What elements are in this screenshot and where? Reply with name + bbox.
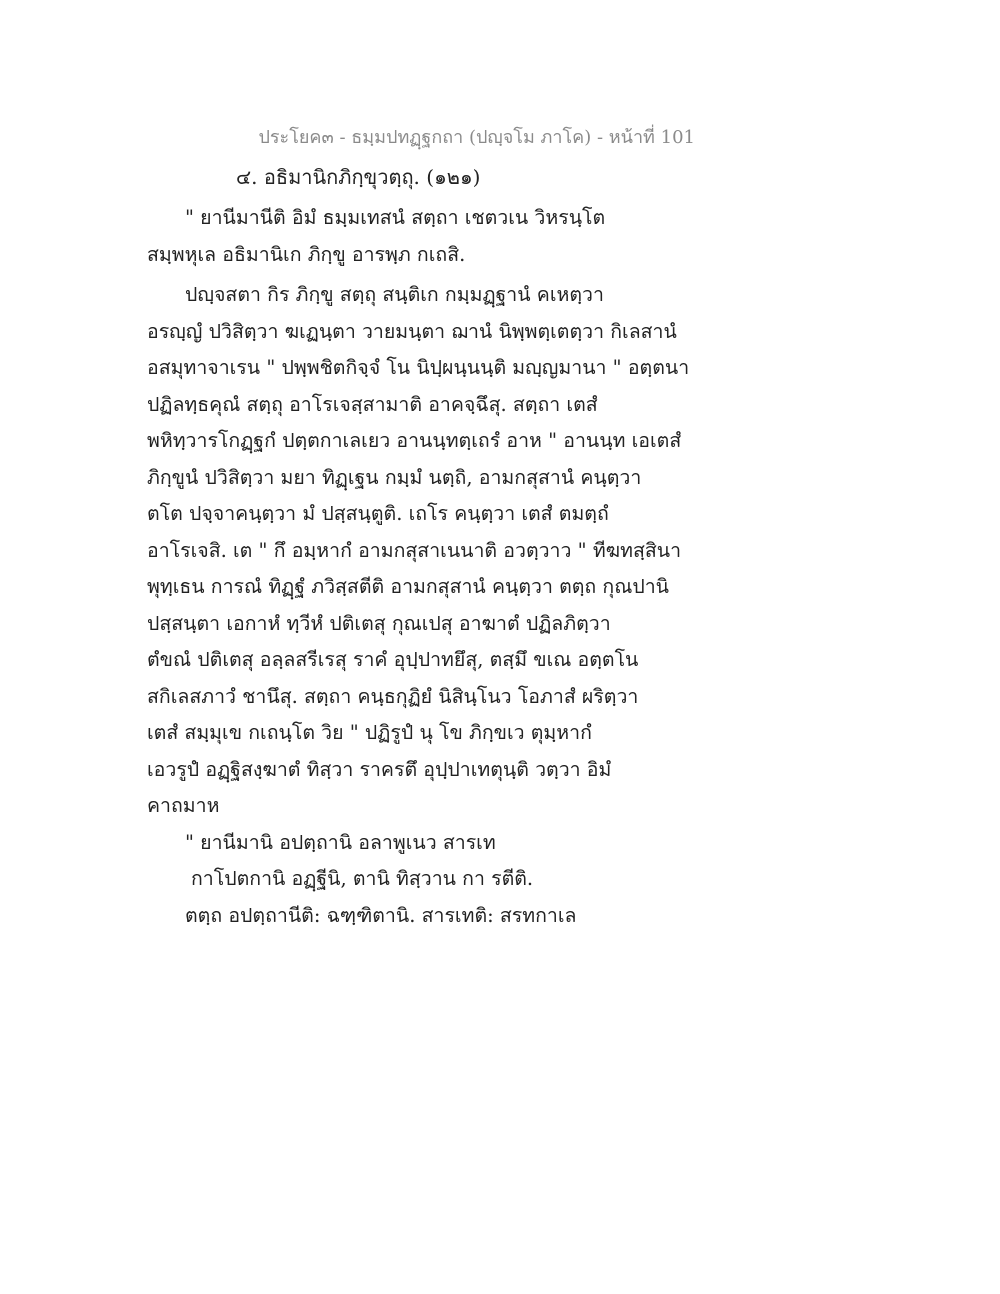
paragraph-line: ปฏิลทฺธคุณํ สตฺถุ อาโรเจสฺสามาติ อาคจฺฉึสุ. สตฺถา เตสํ [147,392,598,416]
body-text [147,200,707,934]
paragraph-line: คาถมาห [147,794,220,817]
paragraph-line: ปสฺสนฺตา เอกาหํ ทฺวีหํ ปติเตสุ กุณเปสุ อาฆาตํ ปฏิลภิตฺวา [147,611,611,635]
verse-line: " ยานีมานิ อปตฺถานิ อลาพูเนว สารเท [185,830,496,854]
running-header: ประโยค๓ - ธมฺมปทฏฺฐกถา (ปญฺจโม ภาโค) - หน้าที่ 101 [258,127,695,148]
paragraph-line: อาโรเจสิ. เต " กึ อมฺหากํ อามกสุสาเนนาติ อวตฺวาว " ทีฆทสฺสินา [147,538,682,562]
paragraph-line: ตโต ปจฺจาคนฺตฺวา มํ ปสฺสนฺตูติ. เถโร คนฺตฺวา เตสํ ตมตฺถํ [147,502,609,525]
paragraph-line: ภิกฺขูนํ ปวิสิตฺวา มยา ทิฏฺเฐน กมฺมํ นตฺถิ, อามกสุสานํ คนฺตฺวา [147,465,642,489]
paragraph-line: " ยานีมานีติ อิมํ ธมฺมเทสนํ สตฺถา เชตวเน วิหรนฺโต [185,206,606,229]
paragraph-line: สมฺพหุเล อธิมานิเก ภิกฺขู อารพฺภ กเถสิ. [147,242,466,266]
paragraph-line: เตสํ สมฺมุเข กเถนฺโต วิย " ปฏิรูปํ นุ โข ภิกฺขเว ตุมฺหากํ [147,721,592,744]
paragraph-line: ปญฺจสตา กิร ภิกฺขู สตฺถุ สนฺติเก กมฺมฏฺฐานํ คเหตฺวา [185,283,604,306]
paragraph-line: อสมุทาจาเรน " ปพฺพชิตกิจฺจํ โน นิปฺผนฺนนฺติ มญฺญมานา " อตฺตนา [147,356,690,379]
paragraph-line: สกิเลสภาวํ ชานึสุ. สตฺถา คนฺธกุฏิยํ นิสินฺโนว โอภาสํ ผริตฺวา [147,684,639,708]
paragraph-line: พุทฺเธน การณํ ทิฏฺฐํ ภวิสฺสตีติ อามกสุสานํ คนฺตฺวา ตตฺถ กุณปานิ [147,575,669,598]
paragraph-line: ตํขณํ ปติเตสุ อลฺลสรีเรสุ ราคํ อุปฺปาทยึสุ, ตสฺมึ ขเณ อตฺตโน [147,648,639,671]
verse-line: กาโปตกานิ อฏฺฐีนิ, ตานิ ทิสฺวาน กา รตีติ. [191,867,534,890]
paragraph-line: พหิทฺวารโกฏฺฐกํ ปตฺตกาเลเยว อานนฺทตฺเถรํ อาห " อานนฺท เอเตสํ [147,429,682,452]
section-title: ๔. อธิมานิกภิกฺขุวตฺถุ. (๑๒๑) [236,165,481,189]
paragraph-line: เอวรูปํ อฏฺฐิสงฺฆาตํ ทิสฺวา ราครตึ อุปฺปาเทตุนฺติ วตฺวา อิมํ [147,757,612,781]
paragraph-line: อรญฺญํ ปวิสิตฺวา ฆเฏนฺตา วายมนฺตา ฌานํ นิพฺพตฺเตตฺวา กิเลสานํ [147,319,677,343]
commentary-line: ตตฺถ อปตฺถานีติ: ฉฑฺฑิตานิ. สารเทติ: สรทกาเล [185,903,577,927]
